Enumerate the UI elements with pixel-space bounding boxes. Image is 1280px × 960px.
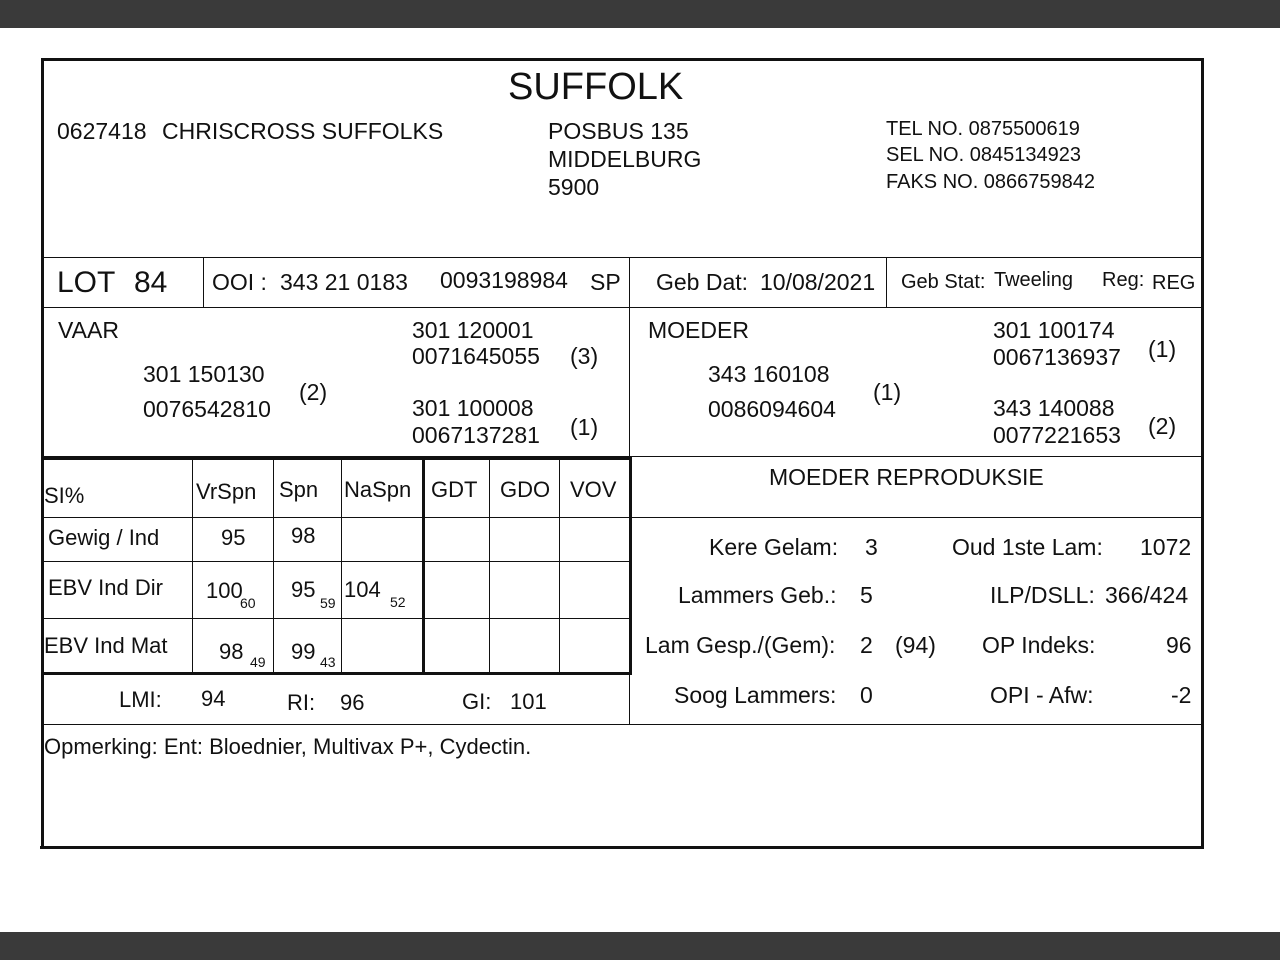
ebv-dir-spn-accuracy: 59 — [320, 595, 336, 611]
gi-label: GI: — [462, 689, 492, 714]
geb-stat-label: Geb Stat: — [901, 271, 986, 293]
row-label-ebv-mat: EBV Ind Mat — [44, 633, 168, 658]
address-line-2: MIDDELBURG — [548, 146, 702, 172]
column-header-gdo: GDO — [500, 477, 551, 502]
row-label-ebv-dir: EBV Ind Dir — [48, 575, 163, 600]
op-indeks-value: 96 — [1166, 632, 1192, 658]
ebv-mat-spn-accuracy: 43 — [320, 654, 336, 670]
table-row-line-2 — [44, 561, 632, 562]
card-border-top — [42, 58, 1204, 61]
address-line-1: POSBUS 135 — [548, 118, 689, 144]
ooi-code: SP — [590, 269, 621, 295]
table-col-line-3 — [341, 459, 342, 673]
gewig-vrspn: 95 — [221, 525, 246, 550]
top-bar — [0, 0, 1280, 28]
card-border-bottom — [40, 846, 1202, 849]
gewig-spn: 98 — [291, 523, 316, 548]
column-header-gdt: GDT — [431, 477, 478, 502]
table-right-line — [629, 459, 632, 675]
lot-row-divider-1 — [203, 258, 204, 307]
lot-row-top-line — [44, 257, 1202, 258]
vaar-grade: (2) — [299, 379, 328, 405]
vaar-dam-grade: (1) — [570, 414, 599, 440]
geb-stat-value: Tweeling — [994, 269, 1073, 291]
vaar-label: VAAR — [58, 317, 119, 343]
ebv-dir-naspn: 104 — [344, 577, 381, 602]
breeder-name: CHRISCROSS SUFFOLKS — [162, 118, 444, 144]
op-indeks-label: OP Indeks: — [982, 632, 1096, 658]
reg-label: Reg: — [1102, 269, 1145, 291]
ebv-dir-spn: 95 — [291, 577, 316, 602]
vaar-sire-grade: (3) — [570, 343, 599, 369]
vaar-number: 301 150130 — [143, 361, 265, 387]
tel-number: TEL NO. 0875500619 — [886, 118, 1080, 140]
table-col-line-5 — [489, 459, 490, 673]
column-header-vrspn: VrSpn — [196, 479, 257, 504]
ooi-label: OOI : — [212, 269, 267, 295]
column-header-spn: Spn — [279, 477, 319, 502]
opi-afw-value: -2 — [1171, 682, 1192, 708]
page-title: SUFFOLK — [508, 66, 684, 108]
card-border-right — [1201, 58, 1204, 849]
moeder-dam-grade: (2) — [1148, 413, 1177, 439]
card-border-left — [41, 58, 44, 849]
ebv-dir-vrspn: 100 — [206, 578, 243, 603]
ilp-dsll-label: ILP/DSLL: — [990, 582, 1095, 608]
lot-label: LOT — [57, 266, 116, 299]
ebv-mat-vrspn-accuracy: 49 — [250, 654, 266, 670]
moeder-dam-id: 0077221653 — [993, 422, 1121, 448]
lammers-geb-label: Lammers Geb.: — [678, 582, 837, 608]
vaar-dam-number: 301 100008 — [412, 395, 534, 421]
ri-label: RI: — [287, 690, 316, 715]
lam-gesp-value: 2 — [860, 632, 873, 658]
moeder-id: 0086094604 — [708, 396, 836, 422]
indices-divider — [629, 674, 630, 725]
ooi-number: 343 21 0183 — [280, 269, 408, 295]
lam-gem-value: (94) — [895, 632, 936, 658]
lammers-geb-value: 5 — [860, 582, 873, 608]
table-col-line-6 — [559, 459, 560, 673]
moeder-sire-grade: (1) — [1148, 336, 1177, 362]
lot-row-bottom-line — [44, 307, 1202, 308]
lot-row-divider-2 — [629, 258, 630, 307]
soog-lammers-value: 0 — [860, 682, 873, 708]
sel-number: SEL NO. 0845134923 — [886, 144, 1081, 166]
bottom-bar — [0, 932, 1280, 960]
pedigree-divider — [629, 308, 630, 456]
table-row-line-3 — [44, 618, 632, 619]
ebv-dir-naspn-accuracy: 52 — [390, 594, 406, 610]
moeder-dam-number: 343 140088 — [993, 395, 1115, 421]
lmi-label: LMI: — [119, 687, 162, 712]
ebv-mat-spn: 99 — [291, 639, 316, 664]
soog-lammers-label: Soog Lammers: — [674, 682, 837, 708]
oud-1ste-lam-value: 1072 — [1140, 534, 1192, 560]
lot-row-divider-3 — [886, 258, 887, 307]
vaar-sire-number: 301 120001 — [412, 317, 534, 343]
vaar-sire-id: 0071645055 — [412, 343, 540, 369]
indices-bottom-line — [44, 724, 1202, 725]
ebv-mat-vrspn: 98 — [219, 639, 244, 664]
column-header-vov: VOV — [570, 477, 617, 502]
moeder-grade: (1) — [873, 379, 902, 405]
gi-value: 101 — [510, 689, 547, 714]
moeder-sire-number: 301 100174 — [993, 317, 1115, 343]
remark: Opmerking: Ent: Bloednier, Multivax P+, Cydectin. — [44, 734, 532, 759]
ri-value: 96 — [340, 690, 365, 715]
moeder-sire-id: 0067136937 — [993, 344, 1121, 370]
reg-value: REG — [1152, 272, 1196, 294]
lot-number: 84 — [134, 266, 168, 299]
row-label-gewig: Gewig / Ind — [48, 525, 160, 550]
ooi-id: 0093198984 — [440, 267, 568, 293]
table-col-line-1 — [192, 459, 193, 673]
vaar-dam-id: 0067137281 — [412, 422, 540, 448]
reproduction-heading-line — [630, 517, 1202, 518]
table-bottom-line — [44, 672, 632, 675]
table-col-line-2 — [273, 459, 274, 673]
table-col-line-4 — [422, 459, 425, 675]
opi-afw-label: OPI - Afw: — [990, 682, 1094, 708]
vaar-id: 0076542810 — [143, 396, 271, 422]
oud-1ste-lam-label: Oud 1ste Lam: — [952, 534, 1103, 560]
table-top-line — [44, 457, 632, 460]
kere-gelam-label: Kere Gelam: — [709, 534, 839, 560]
table-row-line-1 — [44, 517, 632, 518]
column-header-naspn: NaSpn — [344, 477, 412, 502]
geb-dat-value: 10/08/2021 — [760, 269, 876, 295]
breeder-number: 0627418 — [57, 118, 147, 144]
table-corner-label: SI% — [44, 483, 85, 508]
lmi-value: 94 — [201, 686, 226, 711]
moeder-number: 343 160108 — [708, 361, 830, 387]
reproduction-heading: MOEDER REPRODUKSIE — [769, 464, 1044, 490]
address-line-3: 5900 — [548, 174, 600, 200]
faks-number: FAKS NO. 0866759842 — [886, 171, 1096, 193]
moeder-label: MOEDER — [648, 317, 749, 343]
lam-gesp-label: Lam Gesp./(Gem): — [645, 632, 836, 658]
ebv-dir-vrspn-accuracy: 60 — [240, 595, 256, 611]
geb-dat-label: Geb Dat: — [656, 269, 749, 295]
ilp-dsll-value: 366/424 — [1105, 582, 1189, 608]
kere-gelam-value: 3 — [865, 534, 878, 560]
